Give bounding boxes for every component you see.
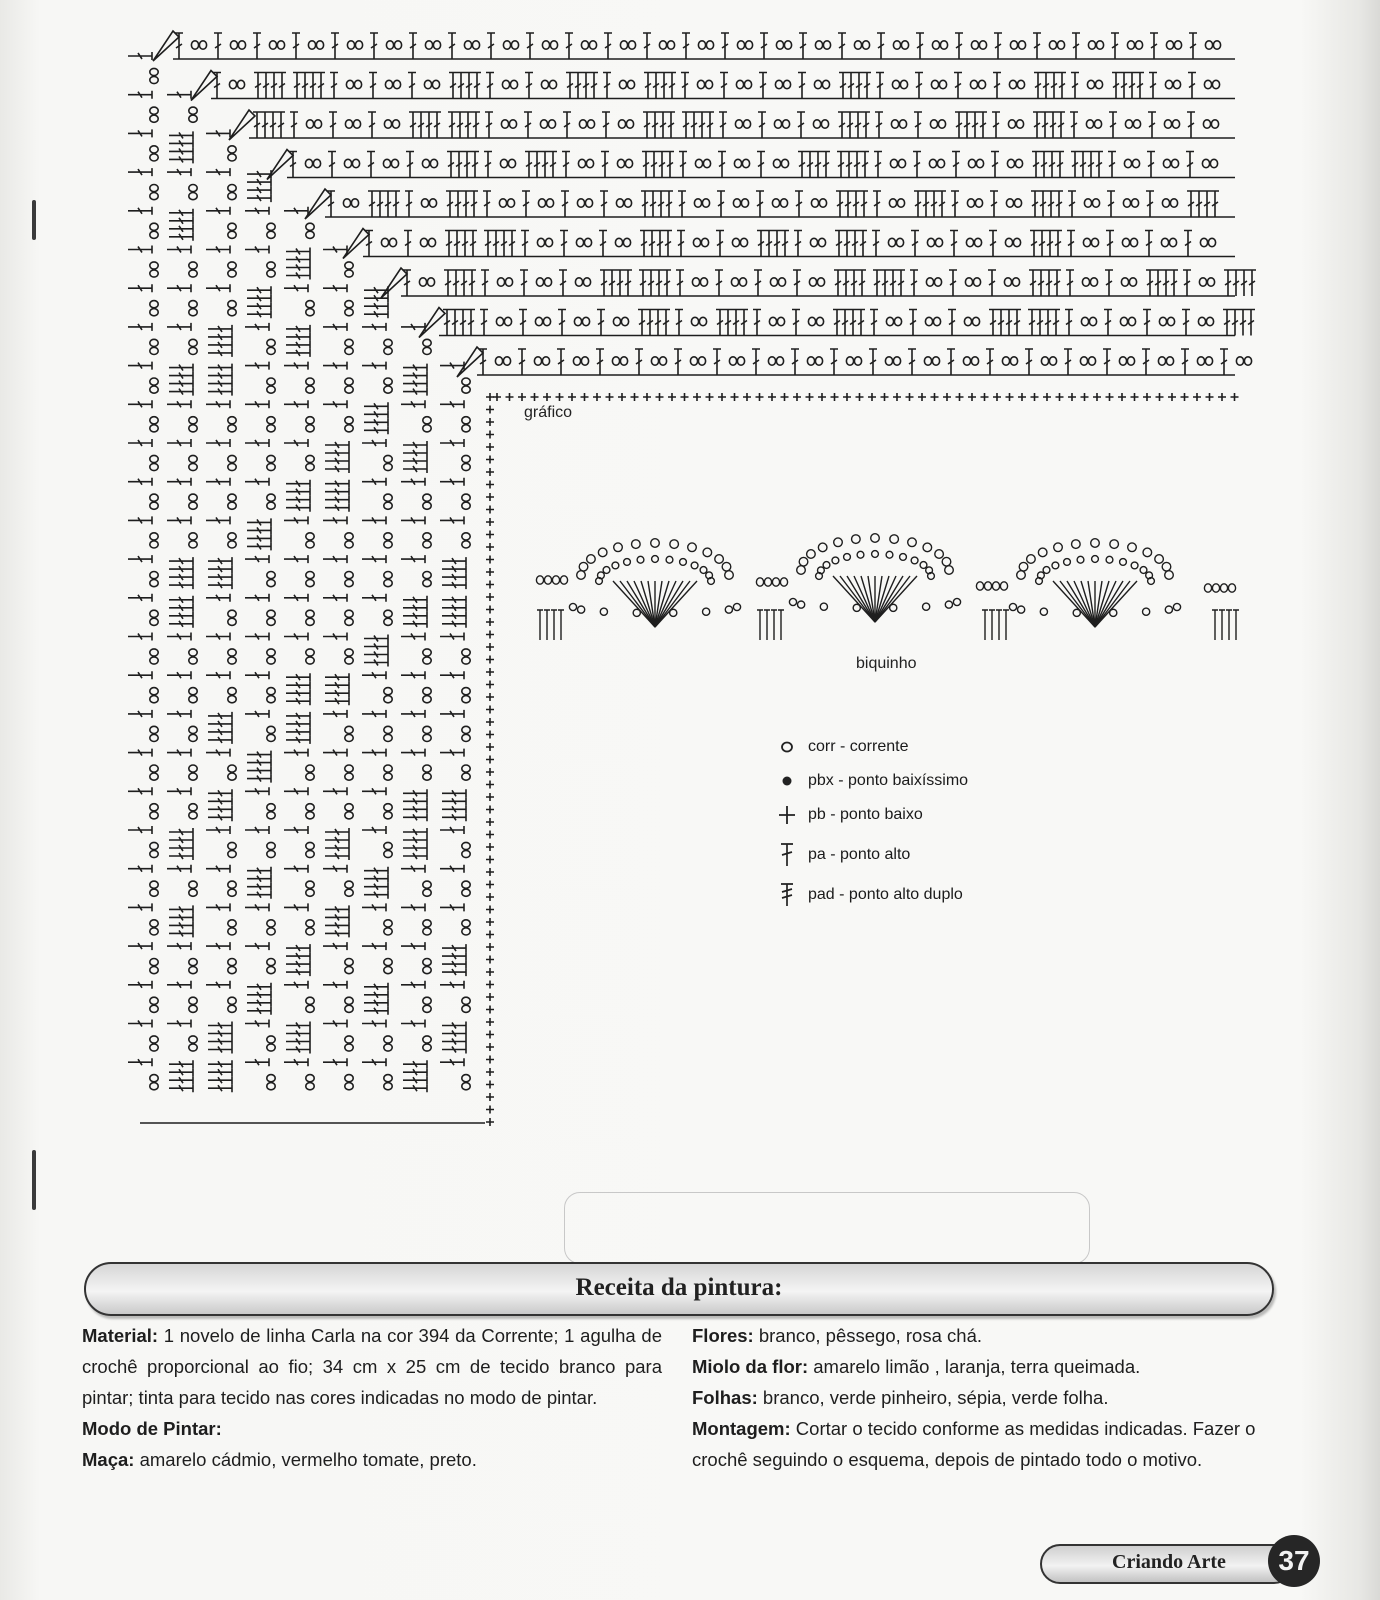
maca-text: amarelo cádmio, vermelho tomate, preto. bbox=[134, 1449, 477, 1470]
material-paragraph bbox=[82, 1320, 662, 1413]
flores-paragraph bbox=[692, 1320, 1272, 1351]
miolo-label: Miolo da flor: bbox=[692, 1356, 809, 1377]
modo-paragraph bbox=[82, 1413, 662, 1444]
maca-paragraph bbox=[82, 1444, 662, 1475]
montagem-paragraph bbox=[692, 1413, 1272, 1475]
recipe-left-column bbox=[82, 1320, 662, 1475]
legend-item bbox=[776, 734, 908, 760]
filet-grid-chart bbox=[128, 31, 1256, 1126]
legend-item bbox=[776, 802, 923, 828]
modo-label: Modo de Pintar: bbox=[82, 1418, 222, 1439]
flores-label: Flores: bbox=[692, 1325, 754, 1346]
legend-text: pb - ponto baixo bbox=[808, 806, 923, 823]
page-number: 37 bbox=[1268, 1535, 1320, 1587]
folhas-paragraph bbox=[692, 1382, 1272, 1413]
recipe-title: Receita da pintura: bbox=[575, 1274, 783, 1301]
miolo-text: amarelo limão , laranja, terra queimada. bbox=[808, 1356, 1141, 1377]
legend-text: corr - corrente bbox=[808, 738, 909, 755]
faint-frame bbox=[564, 1192, 1090, 1264]
chain-stitch-icon bbox=[776, 734, 802, 760]
double-crochet-icon bbox=[776, 842, 802, 868]
recipe-banner bbox=[84, 1262, 1274, 1316]
treble-crochet-icon bbox=[776, 882, 802, 908]
magazine-name: Criando Arte bbox=[1112, 1551, 1226, 1573]
single-crochet-icon bbox=[776, 802, 802, 828]
folhas-text: branco, verde pinheiro, sépia, verde folha. bbox=[757, 1387, 1109, 1408]
material-label: Material: bbox=[82, 1325, 159, 1346]
material-text: 1 novelo de linha Carla na cor 394 da Corrente; 1 agulha de crochê proporcional ao fio; 34 cm x 25 cm de tecido branco para pintar; tinta para tecido nas cores indicadas no modo de pintar. bbox=[82, 1325, 662, 1408]
grafico-label: gráfico bbox=[524, 404, 573, 421]
legend-item bbox=[776, 768, 968, 794]
montagem-text: Cortar o tecido conforme as medidas indicadas. Fazer o crochê seguindo o esquema, depois de pintado todo o motivo. bbox=[692, 1418, 1256, 1470]
slip-stitch-icon bbox=[776, 768, 802, 794]
biquinho-edging-chart bbox=[536, 534, 1239, 640]
legend-text: pa - ponto alto bbox=[808, 846, 911, 863]
montagem-label: Montagem: bbox=[692, 1418, 791, 1439]
recipe-right-column bbox=[692, 1320, 1272, 1475]
biquinho-label: biquinho bbox=[856, 655, 917, 672]
legend-text: pbx - ponto baixíssimo bbox=[808, 772, 969, 789]
legend-item bbox=[776, 882, 963, 908]
maca-label: Maça: bbox=[82, 1449, 135, 1470]
miolo-paragraph bbox=[692, 1351, 1272, 1382]
legend-text: pad - ponto alto duplo bbox=[808, 886, 963, 903]
flores-text: branco, pêssego, rosa chá. bbox=[753, 1325, 982, 1346]
folhas-label: Folhas: bbox=[692, 1387, 758, 1408]
legend-item bbox=[776, 842, 910, 868]
